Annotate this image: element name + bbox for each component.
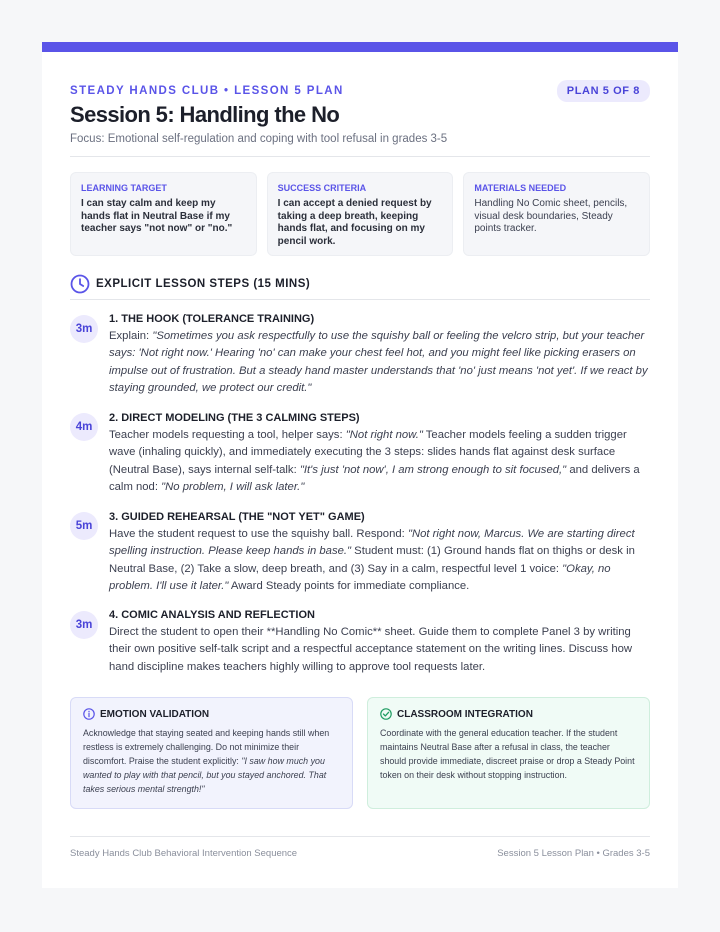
- step-text: [109, 526, 650, 595]
- card-heading: LEARNING TARGET: [81, 183, 167, 193]
- step-text-plain: Explain:: [109, 330, 153, 342]
- steps-heading-text: EXPLICIT LESSON STEPS (15 MINS): [96, 278, 311, 290]
- classroom-integration-callout: [367, 697, 650, 809]
- step-text-quote: "It's just 'not now', I am strong enough to sit focused,": [299, 463, 567, 476]
- callout-text: Acknowledge that staying seated and keeping hands still when restless is extremely challenging. Do not minimize their discomfort. Praise the student explicitly:: [83, 728, 330, 766]
- callout-heading: [380, 708, 637, 720]
- steps-divider: [70, 299, 650, 300]
- step-text-plain: Teacher models requesting a tool, helper says:: [109, 429, 346, 441]
- step-text-quote: "Not right now, Marcus. We are starting direct spelling instruction. Please keep hands in base.": [109, 528, 635, 558]
- card-heading: MATERIALS NEEDED: [474, 183, 567, 193]
- learning-target-card: [70, 172, 257, 256]
- callout-row: [70, 697, 650, 809]
- step-text-plain: Have the student request to use the squishy ball. Respond:: [109, 528, 408, 540]
- step-text: [109, 328, 650, 397]
- series-kicker: STEADY HANDS CLUB • LESSON 5 PLAN: [70, 85, 344, 97]
- callout-body: [83, 726, 340, 796]
- step-title: 2. DIRECT MODELING (THE 3 CALMING STEPS): [109, 412, 360, 424]
- lesson-step: [70, 609, 650, 676]
- card-body: I can stay calm and keep my hands flat in Neutral Base if my teacher says "not now" or "no.": [81, 198, 233, 234]
- duration-badge: 4m: [70, 413, 98, 441]
- step-text-quote: "Sometimes you ask respectfully to use the squishy ball or feeling the velcro strip, but your teacher says: 'Not right now.' Hearing 'no' can make your chest feel hot, and you might feel like picking erasers on impulse out of frustration. But a steady hand master understands that 'no' just means 'not yet'. If we react by staying grounded, we protect our credit.": [109, 330, 648, 394]
- footer-divider: [70, 836, 650, 837]
- step-text-plain: and delivers a calm nod:: [109, 463, 640, 493]
- lesson-step: [70, 313, 650, 397]
- footer-left: Steady Hands Club Behavioral Intervention Sequence: [70, 848, 298, 859]
- callout-heading: [83, 708, 340, 720]
- header-divider: [70, 156, 650, 157]
- step-text: Direct the student to open their **Handling No Comic** sheet. Guide them to complete Panel 3 by writing their own positive self-talk script and a respectful acceptance statement on the writing lines. Discuss how hand discipline makes teachers highly willing to approve tool requests later.: [109, 626, 633, 673]
- callout-quote: "I saw how much you wanted to play with that pencil, but you stayed anchored. That takes serious mental strength!": [83, 756, 327, 794]
- emotion-validation-callout: [70, 697, 353, 809]
- footer-right: Session 5 Lesson Plan • Grades 3-5: [497, 848, 650, 859]
- step-text-quote: "Not right now.": [345, 429, 423, 441]
- lesson-step: [70, 412, 650, 496]
- check-circle-icon: [380, 708, 392, 720]
- duration-badge: 3m: [70, 315, 98, 343]
- steps-section-heading: [70, 274, 310, 294]
- lesson-step: [70, 511, 650, 595]
- step-text-plain: Teacher models feeling a sudden trigger wave (inhaling quickly), and immediately executing the 3 steps: slides hands flat against desk surface (Neutral Base), says internal self-talk:: [109, 429, 627, 476]
- card-body: I can accept a denied request by taking a deep breath, keeping hands flat, and focusing on my pencil work.: [277, 198, 432, 247]
- callout-heading-text: EMOTION VALIDATION: [100, 708, 210, 720]
- clock-icon: [70, 274, 90, 294]
- step-text-quote: "Okay, no problem. I'll use it later.": [109, 562, 611, 592]
- step-text: [109, 427, 650, 496]
- step-text-plain: Student must: (1) Ground hands flat on thighs or desk in Neutral Base, (2) Take a slow, deep breath, and (3) Say in a calm, respectful level 1 voice:: [109, 545, 635, 575]
- step-text-plain: Award Steady points for immediate compliance.: [228, 579, 470, 592]
- top-accent-bar: [42, 42, 678, 52]
- plan-badge: PLAN 5 OF 8: [557, 80, 650, 102]
- focus-subtitle: Focus: Emotional self-regulation and coping with tool refusal in grades 3-5: [70, 133, 448, 145]
- step-title: 3. GUIDED REHEARSAL (THE "NOT YET" GAME): [109, 511, 365, 523]
- page-footer: [70, 848, 650, 859]
- callout-heading-text: CLASSROOM INTEGRATION: [397, 708, 533, 720]
- duration-badge: 5m: [70, 512, 98, 540]
- card-heading: SUCCESS CRITERIA: [277, 183, 367, 193]
- step-text-quote: "No problem, I will ask later.": [161, 480, 305, 493]
- card-body: Handling No Comic sheet, pencils, visual desk boundaries, Steady points tracker.: [474, 198, 628, 234]
- info-icon: [83, 708, 95, 720]
- page-title: Session 5: Handling the No: [70, 102, 340, 127]
- lesson-plan-page: [42, 42, 678, 888]
- summary-cards: [70, 172, 650, 256]
- materials-card: [463, 172, 650, 256]
- success-criteria-card: [267, 172, 454, 256]
- callout-body: Coordinate with the general education teacher. If the student maintains Neutral Base after a refusal in class, the teacher should provide immediate, discreet praise or drop a Steady Point token on their desk without stopping instruction.: [380, 728, 635, 780]
- duration-badge: 3m: [70, 611, 98, 639]
- step-title: 4. COMIC ANALYSIS AND REFLECTION: [109, 609, 315, 621]
- step-title: 1. THE HOOK (TOLERANCE TRAINING): [109, 313, 315, 325]
